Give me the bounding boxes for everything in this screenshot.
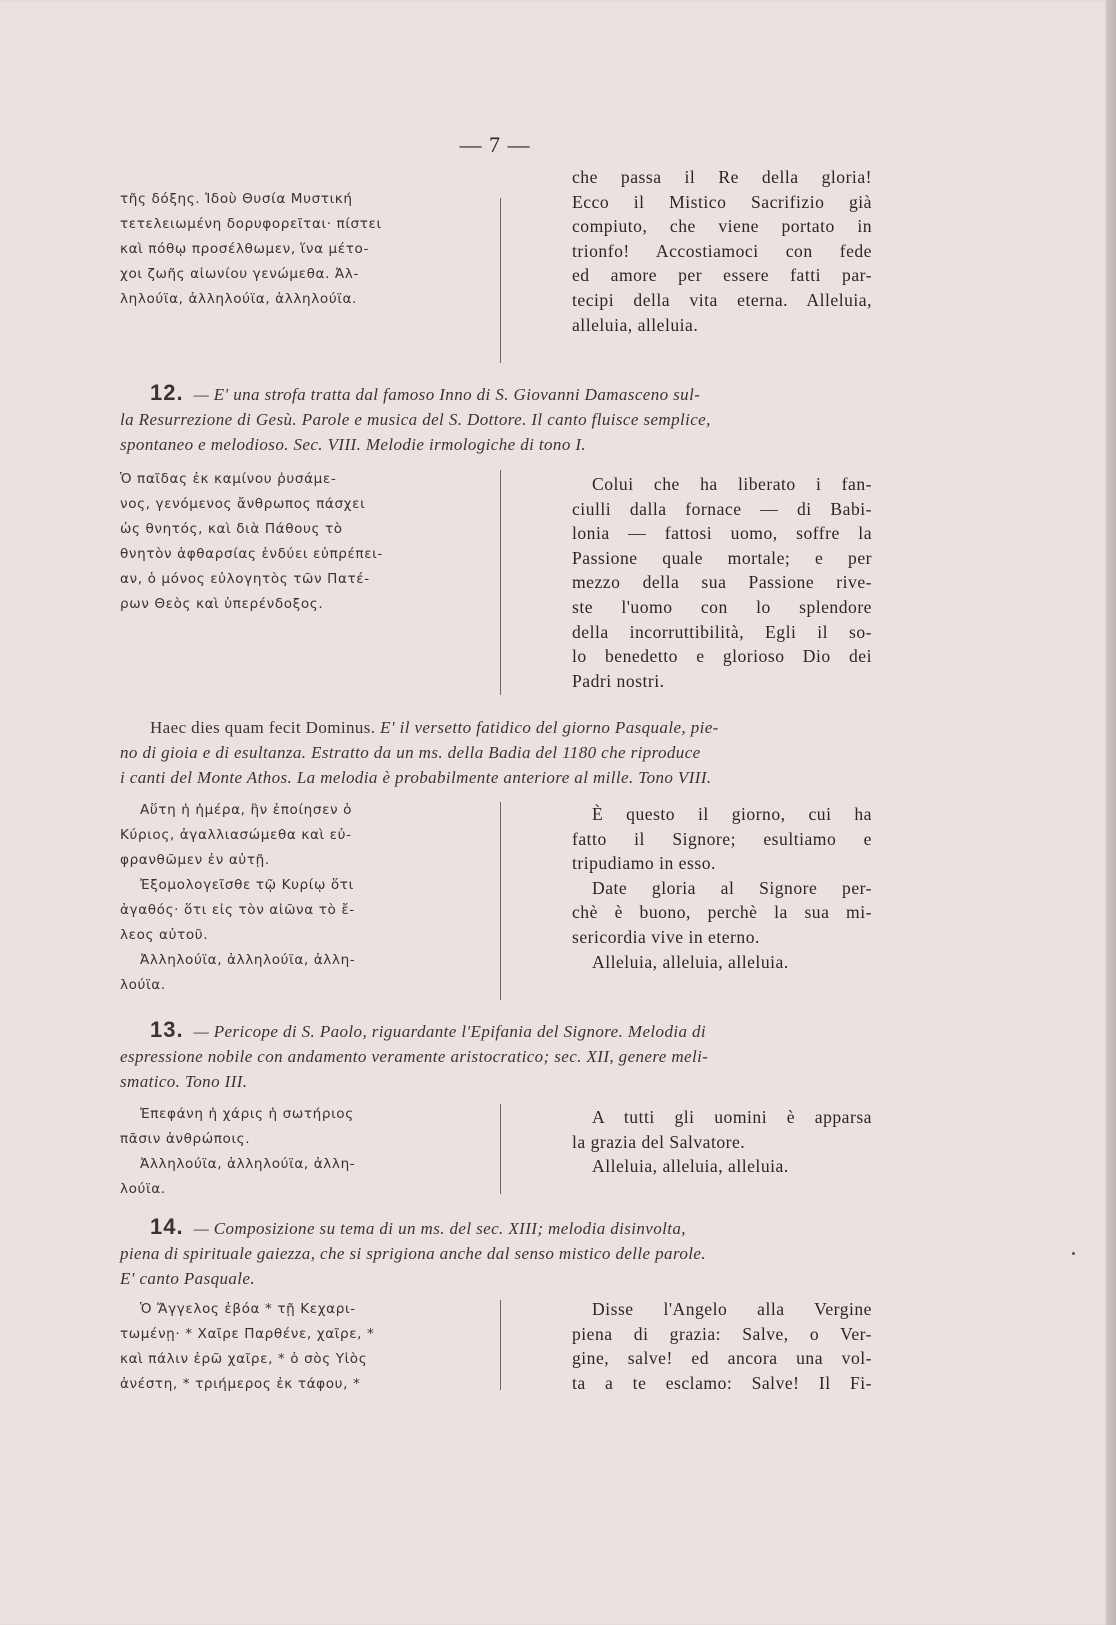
italian-line: A tutti gli uomini è apparsa xyxy=(592,1107,872,1127)
section-number: 12. xyxy=(150,380,184,405)
italian-text-block xyxy=(572,1105,872,1179)
italian-text-block xyxy=(572,165,872,337)
italian-line: trionfo! Accostiamoci con fede xyxy=(572,240,872,261)
greek-line: θνητὸν ἀφθαρσίας ἐνδύει εὐπρέπει- xyxy=(120,546,383,562)
italian-line: tecipi della vita eterna. Alleluia, xyxy=(572,289,872,310)
greek-line: λεος αὐτοῦ. xyxy=(120,927,209,943)
greek-line: φρανθῶμεν ἐν αὐτῇ. xyxy=(120,852,270,868)
note-line: i canti del Monte Athos. La melodia è probabilmente anteriore al mille. Tono VIII. xyxy=(120,768,712,787)
greek-line: χοι ζωῆς αἰωνίου γενώμεθα. Ἀλ- xyxy=(120,266,359,282)
italian-text-block xyxy=(572,802,872,974)
greek-line: ἀνέστη, * τριήμερος ἐκ τάφου, * xyxy=(120,1376,361,1392)
column-divider xyxy=(500,198,501,363)
note-line: piena di spirituale gaiezza, che si sprigiona anche dal senso mistico delle parole. xyxy=(120,1244,706,1263)
greek-line: νος, γενόμενος ἄνθρωπος πάσχει xyxy=(120,496,366,512)
section-number: 13. xyxy=(150,1017,184,1042)
page-edge xyxy=(1106,0,1116,1625)
italian-line: piena di grazia: Salve, o Ver- xyxy=(572,1323,872,1344)
italian-text-block xyxy=(572,472,872,693)
greek-line: Ὁ Ἄγγελος ἐβόα * τῇ Κεχαρι- xyxy=(140,1301,356,1317)
chant-title: Haec dies quam fecit Dominus. xyxy=(150,718,376,737)
greek-text-block xyxy=(120,467,425,617)
italian-line: alleluia, alleluia. xyxy=(572,314,699,335)
note-line: — Composizione su tema di un ms. del sec. XIII; melodia disinvolta, xyxy=(193,1219,686,1238)
italian-line: Ecco il Mistico Sacrifizio già xyxy=(572,191,872,212)
section-13-note xyxy=(120,1017,870,1094)
column-divider xyxy=(500,470,501,695)
greek-line: Ἐξομολογεῖσθε τῷ Κυρίῳ ὅτι xyxy=(140,877,354,893)
column-divider xyxy=(500,1300,501,1390)
greek-line: Ἀλληλούϊα, ἀλληλούϊα, ἀλλη- xyxy=(140,1156,356,1172)
greek-text-block xyxy=(120,1102,425,1202)
italian-line: ed amore per essere fatti par- xyxy=(572,265,872,286)
greek-line: Ἀλληλούϊα, ἀλληλούϊα, ἀλλη- xyxy=(140,952,356,968)
italian-line: della incorruttibilità, Egli il so- xyxy=(572,621,872,642)
italian-line: È questo il giorno, cui ha xyxy=(592,804,872,824)
greek-line: λούϊα. xyxy=(120,977,166,993)
italian-line: sericordia vive in eterno. xyxy=(572,926,760,947)
greek-line: Κύριος, ἀγαλλιασώμεθα καὶ εὐ- xyxy=(120,827,352,843)
italian-line: chè è buono, perchè la sua mi- xyxy=(572,902,872,923)
italian-line: Disse l'Angelo alla Vergine xyxy=(592,1299,872,1319)
greek-line: αν, ὁ μόνος εὐλογητὸς τῶν Πατέ- xyxy=(120,571,370,587)
note-line: spontaneo e melodioso. Sec. VIII. Melodie irmologiche di tono I. xyxy=(120,435,587,454)
note-line: no di gioia e di esultanza. Estratto da un ms. della Badia del 1180 che riproduce xyxy=(120,743,701,762)
column-divider xyxy=(500,802,501,1000)
italian-line: Alleluia, alleluia, alleluia. xyxy=(592,951,789,972)
greek-line: καὶ πόθῳ προσέλθωμεν, ἵνα μέτο- xyxy=(120,241,369,257)
italian-line: Date gloria al Signore per- xyxy=(592,877,872,898)
haec-dies-note xyxy=(120,715,870,790)
note-line: E' canto Pasquale. xyxy=(120,1269,256,1288)
greek-line: τωμένῃ· * Χαῖρε Παρθένε, χαῖρε, * xyxy=(120,1326,375,1342)
page-number: — 7 — xyxy=(459,132,531,157)
greek-line: λούϊα. xyxy=(120,1181,166,1197)
note-line: smatico. Tono III. xyxy=(120,1072,248,1091)
italian-line: tripudiamo in esso. xyxy=(572,853,716,874)
greek-line: ρων Θεὸς καὶ ὑπερένδοξος. xyxy=(120,596,324,612)
greek-line: Ὁ παῖδας ἐκ καμίνου ῥυσάμε- xyxy=(120,471,337,487)
italian-line: mezzo della sua Passione rive- xyxy=(572,572,872,593)
italian-line: ste l'uomo con lo splendore xyxy=(572,596,872,617)
greek-line: ἀγαθός· ὅτι εἰς τὸν αἰῶνα τὸ ἔ- xyxy=(120,902,355,918)
italian-line: Padri nostri. xyxy=(572,670,665,691)
italian-line: che passa il Re della gloria! xyxy=(572,167,872,187)
note-line: espressione nobile con andamento veramente aristocratico; sec. XII, genere meli- xyxy=(120,1047,709,1066)
italian-text-block xyxy=(572,1297,872,1395)
italian-line: Passione quale mortale; e per xyxy=(572,547,872,568)
italian-line: Colui che ha liberato i fan- xyxy=(592,474,872,494)
ink-speck xyxy=(1072,1252,1075,1255)
greek-line: ὡς θνητός, καὶ διὰ Πάθους τὸ xyxy=(120,521,343,537)
greek-line: τετελειωμένη δορυφορεῖται· πίστει xyxy=(120,216,382,232)
italian-line: ta a te esclamo: Salve! Il Fi- xyxy=(572,1372,872,1393)
note-line: — E' una strofa tratta dal famoso Inno di S. Giovanni Damasceno sul- xyxy=(193,385,701,404)
greek-line: Αὕτη ἡ ἡμέρα, ἣν ἐποίησεν ὁ xyxy=(140,802,353,818)
greek-line: πᾶσιν ἀνθρώποις. xyxy=(120,1131,251,1147)
italian-line: ciulli dalla fornace — di Babi- xyxy=(572,498,872,519)
section-12-note xyxy=(120,380,870,457)
section-14-note xyxy=(120,1214,870,1291)
note-line: E' il versetto fatidico del giorno Pasquale, pie- xyxy=(380,718,719,737)
greek-line: Ἐπεφάνη ἡ χάρις ἡ σωτήριος xyxy=(140,1106,354,1122)
greek-text-block xyxy=(120,1297,425,1397)
greek-text-block xyxy=(120,798,425,998)
note-line: la Resurrezione di Gesù. Parole e musica del S. Dottore. Il canto fluisce semplice, xyxy=(120,410,711,429)
italian-line: lonia — fattosi uomo, soffre la xyxy=(572,523,872,544)
note-line: — Pericope di S. Paolo, riguardante l'Epifania del Signore. Melodia di xyxy=(193,1022,707,1041)
italian-line: compiuto, che viene portato in xyxy=(572,216,872,237)
greek-line: ληλούϊα, ἀλληλούϊα, ἀλληλούϊα. xyxy=(120,291,357,307)
greek-line: τῆς δόξης. Ἰδοὺ Θυσία Μυστική xyxy=(120,191,353,207)
italian-line: gine, salve! ed ancora una vol- xyxy=(572,1348,872,1369)
italian-line: Alleluia, alleluia, alleluia. xyxy=(592,1156,789,1177)
italian-line: fatto il Signore; esultiamo e xyxy=(572,828,872,849)
column-divider xyxy=(500,1104,501,1194)
greek-text-block xyxy=(120,187,425,312)
italian-line: la grazia del Salvatore. xyxy=(572,1131,746,1152)
italian-line: lo benedetto e glorioso Dio dei xyxy=(572,646,872,667)
greek-line: καὶ πάλιν ἐρῶ χαῖρε, * ὁ σὸς Υἱὸς xyxy=(120,1351,368,1367)
section-number: 14. xyxy=(150,1214,184,1239)
